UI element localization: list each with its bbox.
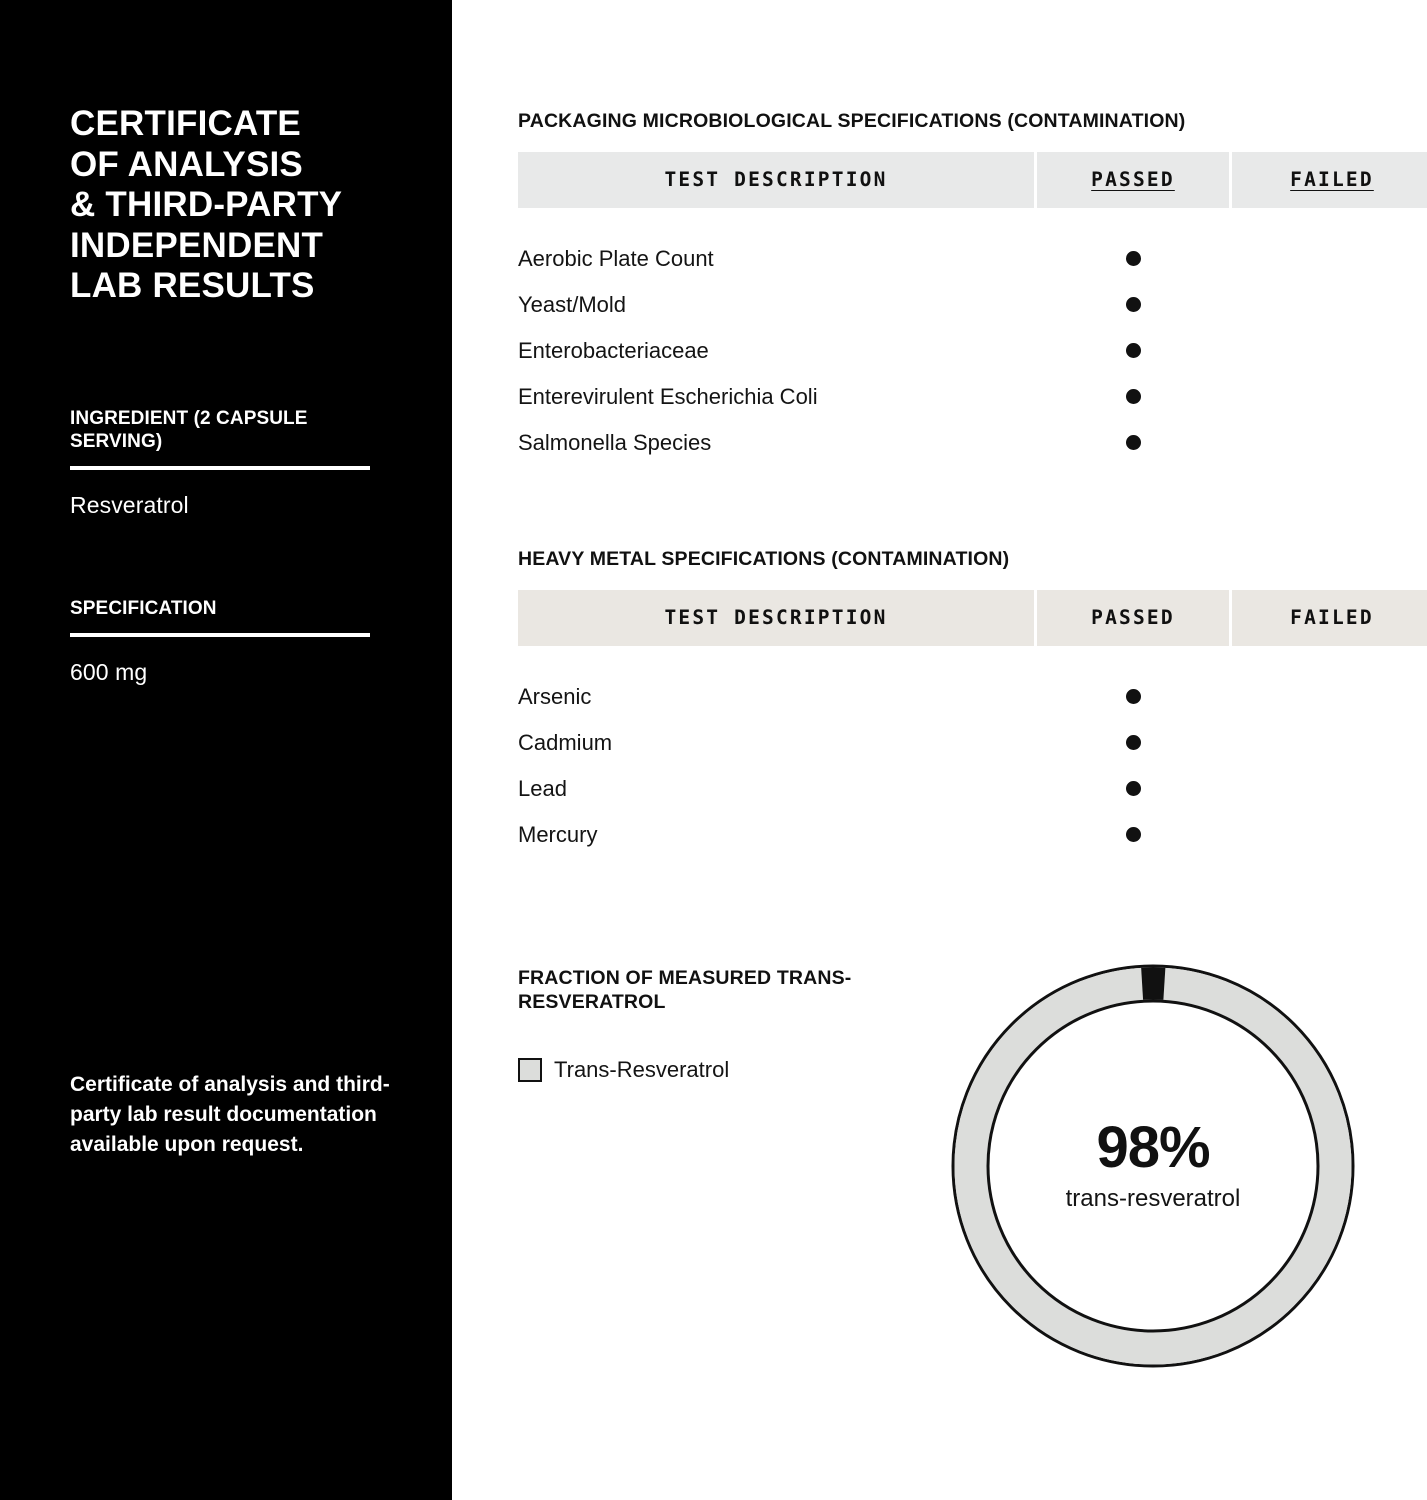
passed-cell xyxy=(1036,766,1231,812)
ingredient-label-line-1: INGREDIENT xyxy=(70,407,189,429)
test-name: Yeast/Mold xyxy=(518,292,627,317)
table-header-row xyxy=(518,152,1427,208)
check-dot-icon xyxy=(1126,435,1141,450)
ingredient-value: Resveratrol xyxy=(70,492,189,519)
failed-cell xyxy=(1231,766,1427,812)
ingredient-label xyxy=(70,407,392,453)
page-title-line-5: LAB RESULTS xyxy=(70,266,315,306)
test-name: Enterobacteriaceae xyxy=(518,338,709,363)
column-header-test-description: TEST DESCRIPTION xyxy=(518,152,1036,208)
microbiological-table xyxy=(518,152,1427,466)
failed-cell xyxy=(1231,328,1427,374)
chart-heading xyxy=(518,966,938,1015)
failed-cell xyxy=(1231,812,1427,858)
check-dot-icon xyxy=(1126,389,1141,404)
table-row xyxy=(518,812,1427,858)
chart-legend xyxy=(518,1057,938,1083)
failed-cell xyxy=(1231,720,1427,766)
specification-value: 600 mg xyxy=(70,659,148,686)
table-spacer xyxy=(518,208,1427,236)
microbiological-section xyxy=(518,110,1427,466)
legend-label: Trans-Resveratrol xyxy=(554,1056,730,1082)
donut-percent-caption: trans-resveratrol xyxy=(1065,1185,1241,1212)
table-row xyxy=(518,282,1427,328)
column-header-failed: FAILED xyxy=(1231,590,1427,646)
passed-cell xyxy=(1036,812,1231,858)
passed-cell xyxy=(1036,374,1231,420)
passed-cell xyxy=(1036,674,1231,720)
table-row xyxy=(518,674,1427,720)
donut-percent-value: 98% xyxy=(1096,1115,1210,1180)
column-header-failed: FAILED xyxy=(1290,168,1374,191)
donut-chart xyxy=(948,961,1358,1371)
main-content xyxy=(452,0,1427,1500)
heavy-metal-table xyxy=(518,590,1427,858)
passed-cell xyxy=(1036,282,1231,328)
heavy-metal-heading: HEAVY METAL SPECIFICATIONS (CONTAMINATION) xyxy=(518,548,1010,570)
failed-cell xyxy=(1231,282,1427,328)
passed-cell xyxy=(1036,328,1231,374)
test-name: Aerobic Plate Count xyxy=(518,246,714,271)
donut-segment-trans-resveratrol xyxy=(971,984,1336,1349)
table-row xyxy=(518,720,1427,766)
ingredient-divider xyxy=(70,466,370,470)
failed-cell xyxy=(1231,674,1427,720)
check-dot-icon xyxy=(1126,251,1141,266)
chart-heading-line-2: TRANS-RESVERATROL xyxy=(518,967,852,1014)
column-header-passed: PASSED xyxy=(1036,590,1231,646)
table-header-row xyxy=(518,590,1427,646)
heavy-metal-section xyxy=(518,548,1427,858)
test-name: Cadmium xyxy=(518,730,613,755)
page-title xyxy=(70,104,392,307)
page-title-line-1: CERTIFICATE xyxy=(70,104,301,143)
sidebar xyxy=(0,0,452,1500)
test-name: Mercury xyxy=(518,822,598,847)
table-row xyxy=(518,420,1427,466)
failed-cell xyxy=(1231,420,1427,466)
test-name: Enterevirulent Escherichia Coli xyxy=(518,384,818,409)
test-name: Salmonella Species xyxy=(518,430,712,455)
check-dot-icon xyxy=(1126,781,1141,796)
passed-cell xyxy=(1036,236,1231,282)
table-spacer xyxy=(518,646,1427,674)
page-title-line-3: & THIRD-PARTY xyxy=(70,185,343,225)
page-title-line-4: INDEPENDENT xyxy=(70,225,324,265)
microbiological-heading: PACKAGING MICROBIOLOGICAL SPECIFICATIONS (CONTAMINATION) xyxy=(518,110,1186,132)
ingredient-label-line-2: (2 CAPSULE SERVING) xyxy=(70,407,308,453)
table-row xyxy=(518,766,1427,812)
passed-cell xyxy=(1036,720,1231,766)
column-header-test-description: TEST DESCRIPTION xyxy=(518,590,1036,646)
sidebar-footnote: Certificate of analysis and third-party lab result documentation available upon request. xyxy=(70,1073,390,1156)
donut-inner-edge xyxy=(988,1001,1318,1331)
ingredient-block xyxy=(70,407,392,519)
check-dot-icon xyxy=(1126,689,1141,704)
column-header-passed: PASSED xyxy=(1091,168,1175,191)
legend-swatch-icon xyxy=(518,1058,542,1082)
page-title-line-2: OF ANALYSIS xyxy=(70,144,303,184)
chart-heading-line-1: FRACTION OF MEASURED xyxy=(518,967,772,989)
chart-label-block xyxy=(518,966,938,1083)
failed-cell xyxy=(1231,236,1427,282)
specification-block xyxy=(70,597,392,686)
table-row xyxy=(518,374,1427,420)
trans-resveratrol-chart-section xyxy=(518,966,1427,1436)
donut-chart-svg xyxy=(948,961,1358,1371)
test-name: Arsenic xyxy=(518,684,592,709)
check-dot-icon xyxy=(1126,735,1141,750)
check-dot-icon xyxy=(1126,827,1141,842)
table-row xyxy=(518,236,1427,282)
failed-cell xyxy=(1231,374,1427,420)
check-dot-icon xyxy=(1126,297,1141,312)
passed-cell xyxy=(1036,420,1231,466)
table-row xyxy=(518,328,1427,374)
specification-label: SPECIFICATION xyxy=(70,598,217,620)
check-dot-icon xyxy=(1126,343,1141,358)
test-name: Lead xyxy=(518,776,567,801)
specification-divider xyxy=(70,633,370,637)
